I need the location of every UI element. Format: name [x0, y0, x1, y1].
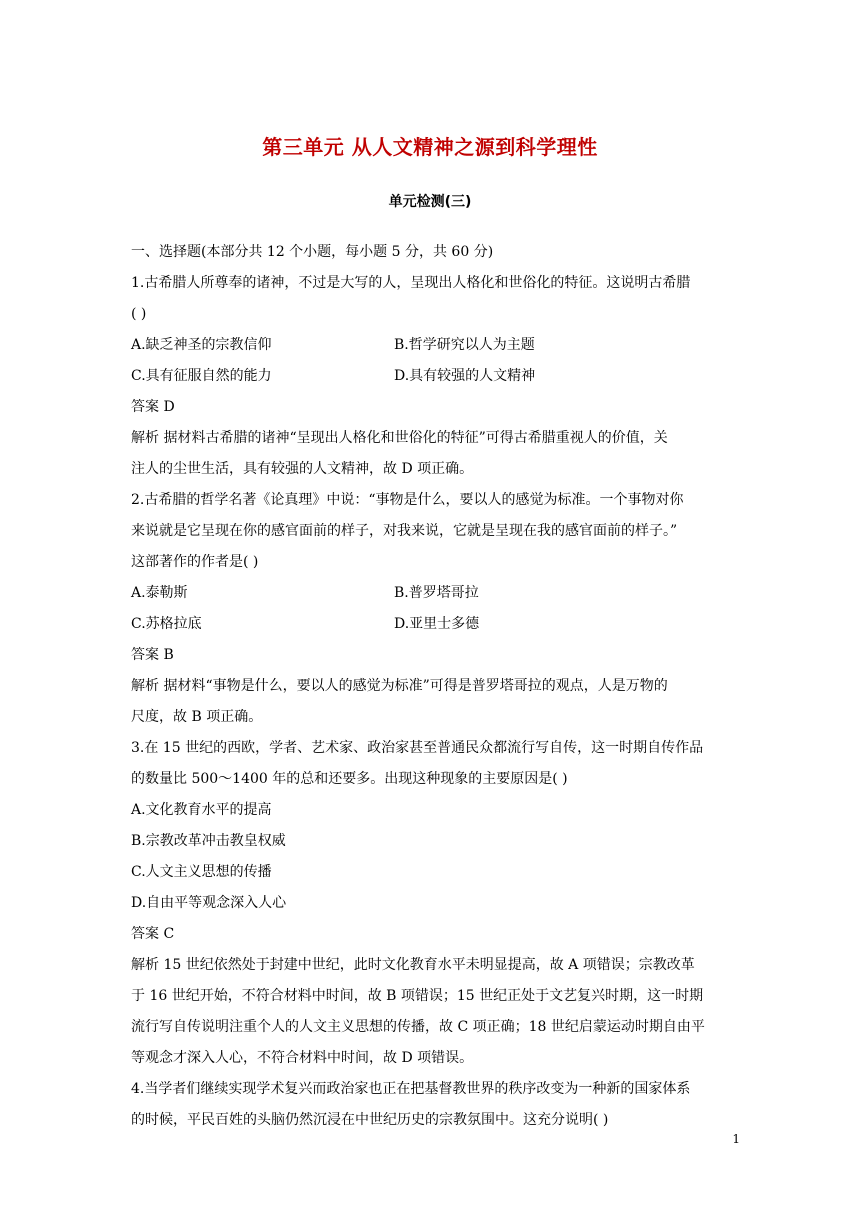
question-3 [131, 733, 741, 1074]
question-stem-line: 2.古希腊的哲学名著《论真理》中说：“事物是什么，要以人的感觉为标准。一个事物对你 [131, 492, 684, 508]
option-b: B.宗教改革冲击教皇权威 [131, 833, 286, 849]
option-row [131, 609, 741, 640]
section-heading: 一、选择题(本部分共 12 个小题，每小题 5 分，共 60 分) [131, 244, 494, 260]
option-a: A.文化教育水平的提高 [131, 802, 272, 818]
question-stem-line: 的数量比 500～1400 年的总和还要多。出现这种现象的主要原因是( ) [131, 771, 568, 787]
question-stem-line: 4.当学者们继续实现学术复兴而政治家也正在把基督教世界的秩序改变为一种新的国家体系 [131, 1081, 691, 1097]
option-d: D.自由平等观念深入人心 [131, 895, 287, 911]
document-body [131, 237, 741, 1136]
option-a: A.缺乏神圣的宗教信仰 [131, 337, 272, 353]
option-a: A.泰勒斯 [131, 585, 188, 601]
question-stem-line: 这部著作的作者是( ) [131, 554, 259, 570]
question-stem-line: 1.古希腊人所尊奉的诸神，不过是大写的人，呈现出人格化和世俗化的特征。这说明古希腊 [131, 275, 691, 291]
option-row [131, 578, 741, 609]
analysis-line: 注人的尘世生活，具有较强的人文精神，故 D 项正确。 [131, 461, 474, 477]
document-subtitle: 单元检测(三) [388, 194, 472, 210]
page-number: 1 [732, 1132, 740, 1146]
analysis-line: 于 16 世纪开始，不符合材料中时间，故 B 项错误；15 世纪正处于文艺复兴时期，这一时期 [131, 988, 704, 1004]
option-d: D.亚里士多德 [394, 616, 480, 632]
question-4 [131, 1074, 741, 1136]
question-stem-line: 3.在 15 世纪的西欧，学者、艺术家、政治家甚至普通民众都流行写自传，这一时期自传作品 [131, 740, 704, 756]
analysis-line: 等观念才深入人心，不符合材料中时间，故 D 项错误。 [131, 1050, 474, 1066]
answer-line: 答案 B [131, 647, 174, 663]
question-stem-line: 来说就是它呈现在你的感官面前的样子，对我来说，它就是呈现在我的感官面前的样子。” [131, 523, 678, 539]
option-row [131, 330, 741, 361]
option-c: C.具有征服自然的能力 [131, 368, 272, 384]
answer-line: 答案 C [131, 926, 175, 942]
analysis-line: 流行写自传说明注重个人的人文主义思想的传播，故 C 项正确；18 世纪启蒙运动时期自由平 [131, 1019, 705, 1035]
analysis-line: 解析 据材料古希腊的诸神“呈现出人格化和世俗化的特征”可得古希腊重视人的价值，关 [131, 430, 668, 446]
analysis-line: 解析 据材料“事物是什么，要以人的感觉为标准”可得是普罗塔哥拉的观点，人是万物的 [131, 678, 668, 694]
option-c: C.苏格拉底 [131, 616, 202, 632]
question-1 [131, 268, 741, 485]
option-row [131, 361, 741, 392]
question-stem-line: 的时候，平民百姓的头脑仍然沉浸在中世纪历史的宗教氛围中。这充分说明( ) [131, 1112, 609, 1128]
option-d: D.具有较强的人文精神 [394, 368, 536, 384]
option-c: C.人文主义思想的传播 [131, 864, 272, 880]
option-b: B.普罗塔哥拉 [394, 585, 479, 601]
option-b: B.哲学研究以人为主题 [394, 337, 535, 353]
answer-line: 答案 D [131, 399, 175, 415]
question-stem-line: ( ) [131, 306, 147, 322]
document-title: 第三单元 从人文精神之源到科学理性 [262, 135, 598, 159]
question-2 [131, 485, 741, 733]
analysis-line: 解析 15 世纪依然处于封建中世纪，此时文化教育水平未明显提高，故 A 项错误；宗教改革 [131, 957, 695, 973]
analysis-line: 尺度，故 B 项正确。 [131, 709, 263, 725]
